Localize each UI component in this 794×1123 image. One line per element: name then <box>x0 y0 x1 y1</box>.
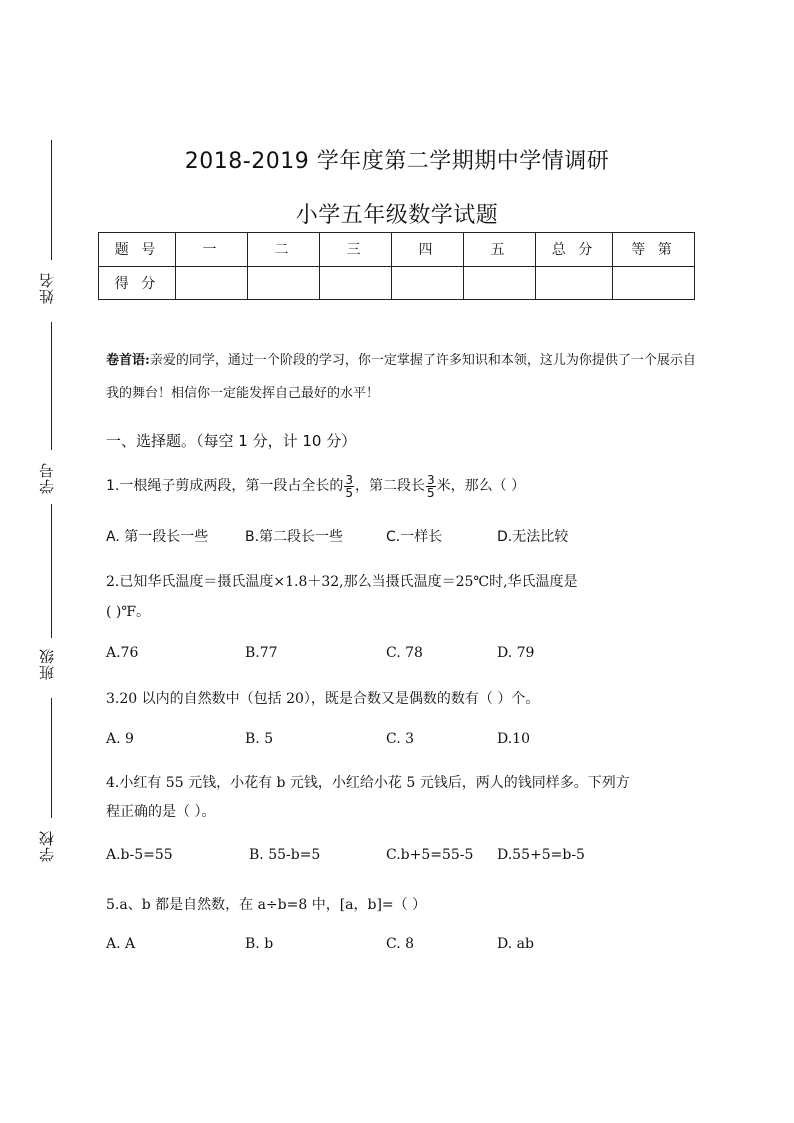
score-cell[interactable] <box>464 266 536 300</box>
score-cell[interactable] <box>392 266 464 300</box>
score-table-header-row <box>99 233 695 267</box>
question-1-text-a: 1.一根绳子剪成两段，第一段占全长的 <box>106 478 344 494</box>
score-cell[interactable] <box>613 266 695 300</box>
q5-option-a: A. A <box>106 936 136 952</box>
score-cell[interactable] <box>320 266 392 300</box>
q4-option-d: D.55+5=b-5 <box>497 847 585 863</box>
score-header-cell: 三 <box>320 233 392 267</box>
page-subtitle: 小学五年级数学试题 <box>295 203 499 228</box>
fraction-three-fifths <box>426 474 436 499</box>
score-header-cell: 一 <box>176 233 248 267</box>
intro-paragraph <box>106 344 706 410</box>
q1-option-d: D.无法比较 <box>497 529 569 545</box>
q1-option-c: C.一样长 <box>386 529 443 545</box>
score-table-score-row <box>99 266 695 300</box>
score-cell[interactable] <box>176 266 248 300</box>
score-cell[interactable] <box>536 266 613 300</box>
q5-option-d: D. ab <box>497 936 534 952</box>
score-cell[interactable] <box>248 266 320 300</box>
q1-option-a: A. 第一段长一些 <box>106 529 209 545</box>
score-header-cell: 四 <box>392 233 464 267</box>
question-1 <box>106 466 525 506</box>
intro-text: 亲爱的同学，通过一个阶段的学习，你一定掌握了许多知识和本领，这儿为你提供了一个展示自我的舞台！相信你一定能发挥自己最好的水平！ <box>106 353 696 401</box>
question-1-text-c: 米，那么（ ） <box>436 478 526 494</box>
binding-line-2 <box>51 322 52 450</box>
q3-option-b: B. 5 <box>245 731 274 747</box>
page-title: 2018-2019 学年度第二学期期中学情调研 <box>184 149 610 174</box>
q1-option-b: B.第二段长一些 <box>245 529 344 545</box>
q3-option-c: C. 3 <box>386 731 415 747</box>
fraction-three-fifths <box>344 474 354 499</box>
score-header-cell: 五 <box>464 233 536 267</box>
question-2-line-1: 2.已知华氏温度＝摄氏温度×1.8＋32,那么当摄氏温度＝25℃时,华氏温度是 <box>106 574 578 590</box>
question-5-line-1: 5.a、b 都是自然数，在 a÷b=8 中，[a，b]=（ ） <box>106 897 427 913</box>
binding-line-4 <box>51 698 52 818</box>
question-2-line-2: ( )℉。 <box>106 604 151 620</box>
score-table <box>98 232 695 300</box>
fraction-numerator: 3 <box>427 472 435 487</box>
q2-option-c: C. 78 <box>386 645 423 661</box>
intro-lead: 卷首语: <box>106 353 150 368</box>
q2-option-a: A.76 <box>106 645 139 661</box>
question-4-line-2: 程正确的是（ ）。 <box>106 804 216 820</box>
question-3-line-1: 3.20 以内的自然数中（包括 20），既是合数又是偶数的数有（ ）个。 <box>106 691 540 707</box>
q4-option-a: A.b-5=55 <box>106 847 173 863</box>
fraction-numerator: 3 <box>345 472 353 487</box>
score-header-cell: 总 分 <box>536 233 613 267</box>
q3-option-a: A. 9 <box>106 731 134 747</box>
score-row-label: 得 分 <box>99 266 176 300</box>
q2-option-d: D. 79 <box>497 645 535 661</box>
student-id-label: 学号 <box>38 462 56 494</box>
fraction-denominator: 5 <box>427 485 435 500</box>
score-header-cell: 等 第 <box>613 233 695 267</box>
question-1-text-b: ，第二段长 <box>355 478 425 494</box>
q5-option-b: B. b <box>245 936 274 952</box>
q2-option-b: B.77 <box>245 645 278 661</box>
q4-option-c: C.b+5=55-5 <box>386 847 474 863</box>
score-header-cell: 二 <box>248 233 320 267</box>
name-label: 姓名 <box>38 272 56 304</box>
class-label: 班级 <box>38 648 56 680</box>
q5-option-c: C. 8 <box>386 936 415 952</box>
fraction-denominator: 5 <box>345 485 353 500</box>
score-header-cell: 题 号 <box>99 233 176 267</box>
q3-option-d: D.10 <box>497 731 530 747</box>
q4-option-b: B. 55-b=5 <box>249 847 321 863</box>
binding-line-3 <box>51 504 52 638</box>
section-heading: 一、选择题。（每空 1 分，计 10 分） <box>106 432 357 450</box>
question-4-line-1: 4.小红有 55 元钱，小花有 b 元钱，小红给小花 5 元钱后，两人的钱同样多。下列方 <box>106 775 630 791</box>
school-label: 学校 <box>38 830 56 862</box>
